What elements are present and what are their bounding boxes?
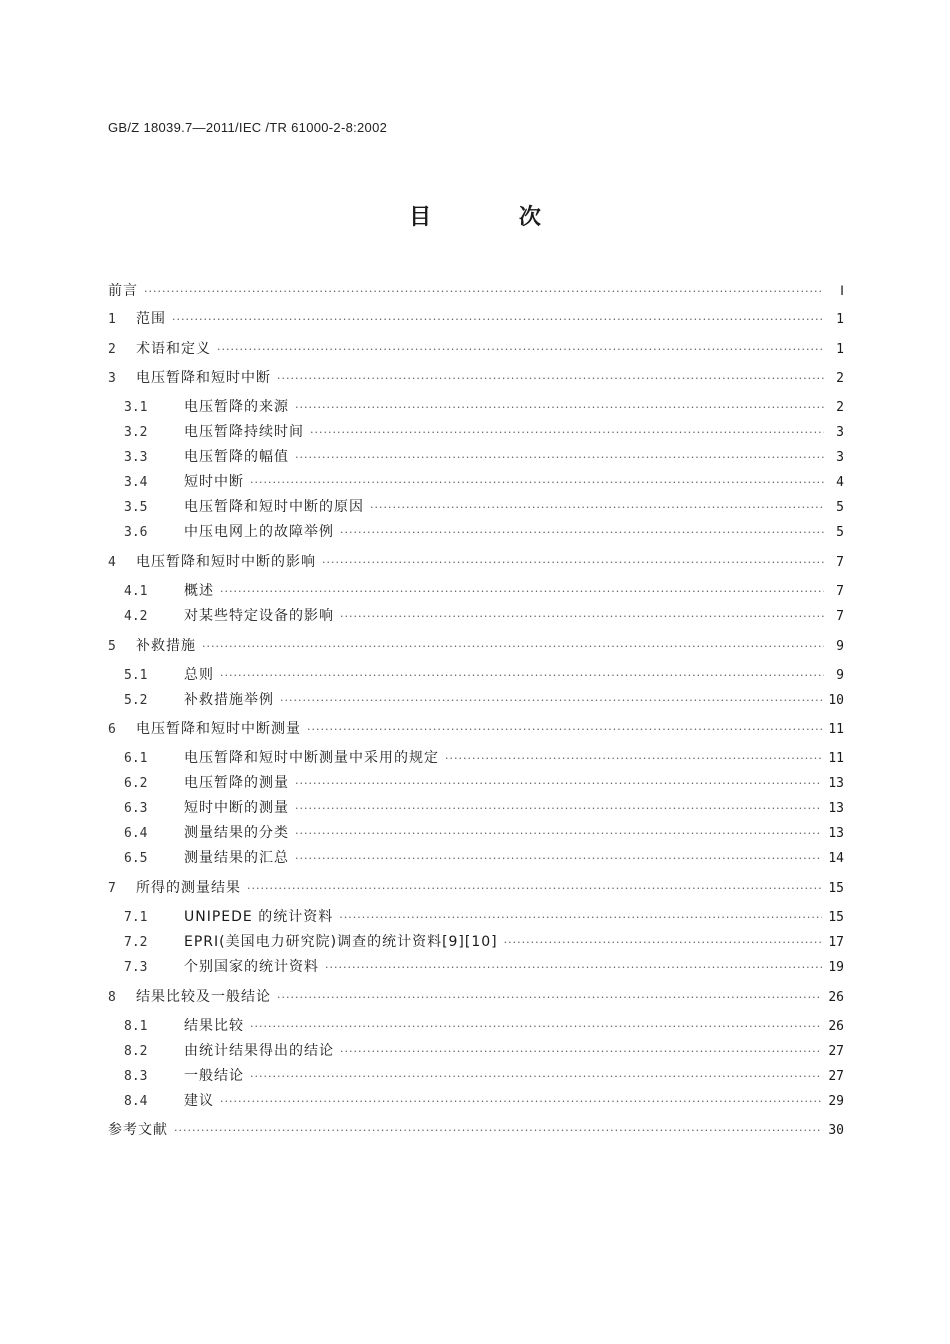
toc-entry-number: 4.2 (124, 609, 148, 624)
toc-entry[interactable] (108, 605, 844, 627)
toc-entry[interactable] (108, 772, 844, 794)
toc-entry-title: 测量结果的分类 (184, 825, 289, 841)
toc-leader-dots (250, 1066, 822, 1088)
toc-entry[interactable] (108, 496, 844, 518)
toc-entry-page: 13 (828, 826, 844, 841)
toc-entry[interactable] (108, 797, 844, 819)
toc-leader-dots (220, 665, 824, 687)
toc-entry-page: 13 (828, 801, 844, 816)
toc-leader-dots (250, 472, 824, 494)
toc-leader-dots (295, 823, 822, 845)
toc-leader-dots (217, 339, 824, 361)
toc-entry-page: 4 (836, 475, 844, 490)
toc-leader-dots (295, 848, 822, 870)
toc-entry[interactable] (108, 421, 844, 443)
toc-entry-title: UNIPEDE 的统计资料 (184, 909, 334, 925)
toc-entry-page: 15 (828, 910, 844, 925)
toc-entry-page: 7 (836, 584, 844, 599)
toc-leader-dots (504, 932, 823, 954)
toc-leader-dots (280, 690, 822, 712)
toc-entry-title: 电压暂降和短时中断的影响 (136, 554, 316, 570)
toc-entry[interactable] (108, 931, 844, 953)
toc-entry-number: 7.2 (124, 935, 148, 950)
toc-entry-page: 26 (828, 990, 844, 1005)
toc-entry-title: 对某些特定设备的影响 (184, 608, 334, 624)
toc-entry-page: 15 (828, 881, 844, 896)
toc-leader-dots (445, 748, 822, 770)
toc-entry-page: 26 (828, 1019, 844, 1034)
toc-leader-dots (307, 719, 822, 741)
toc-entry-page: 3 (836, 450, 844, 465)
toc-entry-page: Ⅰ (840, 284, 844, 299)
toc-entry-page: 29 (828, 1094, 844, 1109)
toc-entry[interactable] (108, 580, 844, 602)
toc-entry[interactable] (108, 396, 844, 418)
toc-entry[interactable] (108, 747, 844, 769)
toc-entry-title: 电压暂降的幅值 (184, 449, 289, 465)
toc-entry-page: 17 (828, 935, 844, 950)
toc-entry[interactable] (108, 280, 844, 302)
toc-entry[interactable] (108, 822, 844, 844)
toc-entry-number: 6.4 (124, 826, 148, 841)
toc-entry-page: 27 (828, 1069, 844, 1084)
toc-entry-title: 电压暂降持续时间 (184, 424, 304, 440)
toc-entry-page: 1 (836, 312, 844, 327)
toc-entry-title: 总则 (184, 667, 214, 683)
toc-entry-page: 9 (836, 668, 844, 683)
toc-entry-page: 11 (828, 751, 844, 766)
toc-entry-page: 1 (836, 342, 844, 357)
toc-entry-page: 3 (836, 425, 844, 440)
toc-entry[interactable] (108, 906, 844, 928)
toc-entry-title: 建议 (184, 1093, 214, 1109)
toc-entry-page: 7 (836, 609, 844, 624)
toc-entry[interactable] (108, 986, 844, 1008)
toc-entry-title: 前言 (108, 283, 138, 299)
toc-entry[interactable] (108, 847, 844, 869)
toc-leader-dots (247, 878, 822, 900)
toc-leader-dots (340, 522, 824, 544)
toc-entry[interactable] (108, 718, 844, 740)
toc-entry-number: 8.2 (124, 1044, 148, 1059)
toc-entry-title: 中压电网上的故障举例 (184, 524, 334, 540)
toc-entry-number: 7.3 (124, 960, 148, 975)
toc-entry-number: 3.4 (124, 475, 148, 490)
toc-entry[interactable] (108, 664, 844, 686)
toc-entry-page: 14 (828, 851, 844, 866)
page-title: 目 次 (409, 205, 581, 230)
toc-leader-dots (295, 447, 824, 469)
toc-entry-title: 参考文献 (108, 1122, 168, 1138)
toc-entry-number: 6.3 (124, 801, 148, 816)
toc-entry[interactable] (108, 1040, 844, 1062)
toc-entry-number: 8.4 (124, 1094, 148, 1109)
toc-entry-number: 5.1 (124, 668, 148, 683)
toc-entry[interactable] (108, 1090, 844, 1112)
toc-entry[interactable] (108, 956, 844, 978)
toc-entry[interactable] (108, 877, 844, 899)
toc-entry-number: 6 (108, 722, 116, 737)
toc-leader-dots (295, 397, 824, 419)
toc-entry-title: 短时中断 (184, 474, 244, 490)
toc-entry-page: 19 (828, 960, 844, 975)
toc-leader-dots (370, 497, 824, 519)
toc-entry-number: 3.2 (124, 425, 148, 440)
toc-leader-dots (172, 309, 824, 331)
toc-entry-number: 3.3 (124, 450, 148, 465)
toc-entry[interactable] (108, 338, 844, 360)
toc-entry[interactable] (108, 1065, 844, 1087)
toc-entry-number: 6.2 (124, 776, 148, 791)
toc-entry-title: 电压暂降和短时中断的原因 (184, 499, 364, 515)
toc-entry-page: 9 (836, 639, 844, 654)
toc-leader-dots (295, 798, 822, 820)
toc-entry-number: 5 (108, 639, 116, 654)
toc-entry-title: 电压暂降的测量 (184, 775, 289, 791)
toc-entry-number: 8.3 (124, 1069, 148, 1084)
toc-leader-dots (277, 987, 822, 1009)
toc-entry-title: 短时中断的测量 (184, 800, 289, 816)
toc-leader-dots (144, 281, 824, 303)
toc-leader-dots (310, 422, 824, 444)
toc-entry[interactable] (108, 635, 844, 657)
toc-leader-dots (339, 907, 822, 929)
toc-leader-dots (220, 581, 824, 603)
toc-entry-title: 所得的测量结果 (136, 880, 241, 896)
toc-entry-number: 3 (108, 371, 116, 386)
toc-entry-title: 电压暂降和短时中断 (136, 370, 271, 386)
toc-entry-number: 5.2 (124, 693, 148, 708)
toc-entry-title: 概述 (184, 583, 214, 599)
toc-entry-title: 结果比较及一般结论 (136, 989, 271, 1005)
toc-leader-dots (220, 1091, 822, 1113)
toc-leader-dots (340, 1041, 822, 1063)
toc-entry[interactable] (108, 551, 844, 573)
toc-entry[interactable] (108, 446, 844, 468)
toc-entry-title: 补救措施 (136, 638, 196, 654)
toc-entry-number: 7.1 (124, 910, 148, 925)
toc-entry-number: 6.1 (124, 751, 148, 766)
toc-entry-page: 27 (828, 1044, 844, 1059)
toc-entry-title: 范围 (136, 311, 166, 327)
toc-entry-title: 补救措施举例 (184, 692, 274, 708)
toc-entry-number: 8 (108, 990, 116, 1005)
toc-leader-dots (277, 368, 824, 390)
toc-entry-page: 5 (836, 525, 844, 540)
toc-leader-dots (325, 957, 822, 979)
toc-entry-page: 2 (836, 400, 844, 415)
toc-entry-page: 7 (836, 555, 844, 570)
toc-entry[interactable] (108, 521, 844, 543)
toc-entry[interactable] (108, 367, 844, 389)
toc-entry[interactable] (108, 308, 844, 330)
toc-leader-dots (202, 636, 824, 658)
toc-leader-dots (322, 552, 824, 574)
toc-entry-number: 4 (108, 555, 116, 570)
toc-entry-page: 5 (836, 500, 844, 515)
toc-entry-title: EPRI(美国电力研究院)调查的统计资料[9][10] (184, 934, 498, 950)
toc-entry-title: 一般结论 (184, 1068, 244, 1084)
toc-entry[interactable] (108, 689, 844, 711)
toc-entry-page: 11 (828, 722, 844, 737)
toc-entry-number: 3.1 (124, 400, 148, 415)
toc-entry-title: 个别国家的统计资料 (184, 959, 319, 975)
toc-entry-title: 术语和定义 (136, 341, 211, 357)
toc-entry-title: 结果比较 (184, 1018, 244, 1034)
toc-entry[interactable] (108, 1015, 844, 1037)
toc-entry-page: 10 (828, 693, 844, 708)
document-header-code: GB/Z 18039.7—2011/IEC /TR 61000-2-8:2002 (108, 120, 388, 135)
toc-entry-number: 7 (108, 881, 116, 896)
toc-entry-number: 6.5 (124, 851, 148, 866)
toc-entry[interactable] (108, 1119, 844, 1141)
toc-entry[interactable] (108, 471, 844, 493)
toc-entry-title: 电压暂降和短时中断测量 (136, 721, 301, 737)
toc-entry-title: 测量结果的汇总 (184, 850, 289, 866)
toc-entry-number: 1 (108, 312, 116, 327)
toc-entry-title: 电压暂降的来源 (184, 399, 289, 415)
toc-entry-number: 4.1 (124, 584, 148, 599)
toc-leader-dots (174, 1120, 822, 1142)
toc-leader-dots (340, 606, 824, 628)
toc-entry-title: 由统计结果得出的结论 (184, 1043, 334, 1059)
toc-entry-number: 2 (108, 342, 116, 357)
toc-entry-title: 电压暂降和短时中断测量中采用的规定 (184, 750, 439, 766)
toc-leader-dots (295, 773, 822, 795)
toc-entry-number: 3.5 (124, 500, 148, 515)
toc-entry-number: 3.6 (124, 525, 148, 540)
toc-entry-page: 13 (828, 776, 844, 791)
toc-leader-dots (250, 1016, 822, 1038)
toc-entry-page: 30 (828, 1123, 844, 1138)
toc-entry-page: 2 (836, 371, 844, 386)
toc-entry-number: 8.1 (124, 1019, 148, 1034)
